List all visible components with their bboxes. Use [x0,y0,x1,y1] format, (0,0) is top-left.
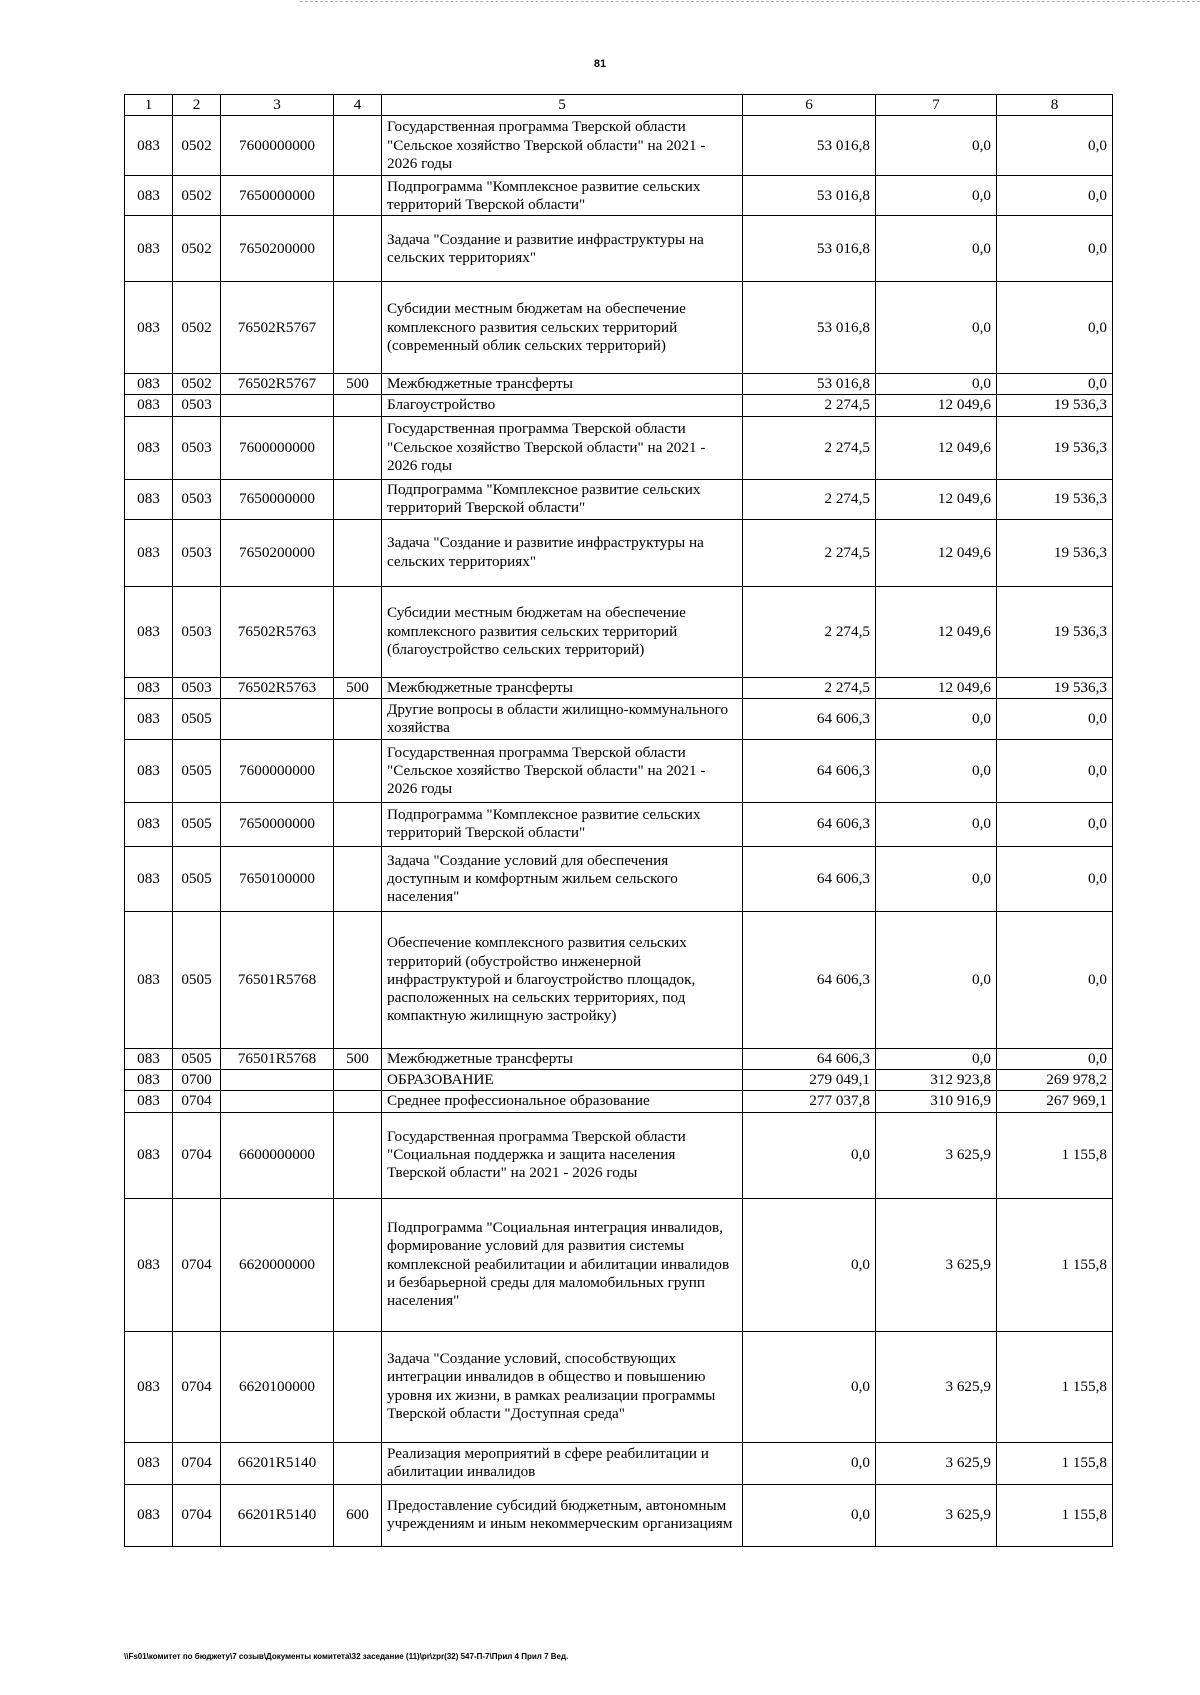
target-article-cell: 76502R5767 [221,374,334,395]
amount-col8-cell: 0,0 [997,739,1113,802]
amount-col7-cell: 0,0 [876,698,997,739]
section-code-cell: 0502 [173,282,221,374]
description-cell: Государственная программа Тверской области "Сельское хозяйство Тверской области" на 2021 - 2026 годы [382,739,743,802]
amount-col7-cell: 0,0 [876,216,997,282]
description-cell: Подпрограмма "Комплексное развитие сельских территорий Тверской области" [382,479,743,519]
page-number: 81 [593,58,607,70]
section-code-cell: 0700 [173,1070,221,1091]
ministry-code-cell: 083 [125,1484,173,1546]
ministry-code-cell: 083 [125,282,173,374]
amount-col8-cell: 1 155,8 [997,1331,1113,1442]
expense-type-cell [334,1091,382,1112]
table-row [125,586,1113,677]
table-row [125,519,1113,586]
table-row [125,1331,1113,1442]
amount-col8-cell: 1 155,8 [997,1198,1113,1331]
description-cell: Обеспечение комплексного развития сельских территорий (обустройство инженерной инфраструктурой и благоустройство площадок, расположенных на сельских территориях, под компактную жилищную застройку) [382,911,743,1048]
amount-col7-cell: 3 625,9 [876,1442,997,1484]
ministry-code-cell: 083 [125,698,173,739]
ministry-code-cell: 083 [125,802,173,846]
table-row [125,911,1113,1048]
ministry-code-cell: 083 [125,116,173,176]
ministry-code-cell: 083 [125,677,173,698]
col-header-4: 4 [334,95,382,116]
amount-col8-cell: 19 536,3 [997,586,1113,677]
description-cell: Государственная программа Тверской области "Сельское хозяйство Тверской области" на 2021 - 2026 годы [382,416,743,479]
amount-col6-cell: 53 016,8 [743,216,876,282]
section-code-cell: 0505 [173,1048,221,1069]
ministry-code-cell: 083 [125,176,173,216]
amount-col7-cell: 0,0 [876,739,997,802]
target-article-cell [221,395,334,416]
amount-col6-cell: 64 606,3 [743,698,876,739]
target-article-cell: 66201R5140 [221,1442,334,1484]
section-code-cell: 0503 [173,416,221,479]
amount-col8-cell: 0,0 [997,698,1113,739]
expense-type-cell [334,479,382,519]
expense-type-cell [334,846,382,911]
amount-col6-cell: 2 274,5 [743,677,876,698]
amount-col7-cell: 0,0 [876,116,997,176]
table-row [125,416,1113,479]
col-header-5: 5 [382,95,743,116]
amount-col8-cell: 0,0 [997,282,1113,374]
table-row [125,677,1113,698]
ministry-code-cell: 083 [125,519,173,586]
amount-col7-cell: 0,0 [876,374,997,395]
amount-col8-cell: 19 536,3 [997,479,1113,519]
description-cell: Предоставление субсидий бюджетным, автономным учреждениям и иным некоммерческим организациям [382,1484,743,1546]
expense-type-cell [334,586,382,677]
table-row [125,1091,1113,1112]
amount-col6-cell: 0,0 [743,1442,876,1484]
expense-type-cell [334,395,382,416]
expense-type-cell [334,176,382,216]
target-article-cell: 7650100000 [221,846,334,911]
amount-col6-cell: 0,0 [743,1198,876,1331]
ministry-code-cell: 083 [125,1112,173,1198]
amount-col7-cell: 12 049,6 [876,416,997,479]
amount-col7-cell: 12 049,6 [876,677,997,698]
section-code-cell: 0505 [173,739,221,802]
amount-col7-cell: 3 625,9 [876,1112,997,1198]
section-code-cell: 0704 [173,1331,221,1442]
amount-col7-cell: 0,0 [876,846,997,911]
amount-col7-cell: 0,0 [876,911,997,1048]
section-code-cell: 0704 [173,1484,221,1546]
amount-col6-cell: 64 606,3 [743,911,876,1048]
amount-col8-cell: 19 536,3 [997,677,1113,698]
ministry-code-cell: 083 [125,216,173,282]
amount-col7-cell: 3 625,9 [876,1331,997,1442]
section-code-cell: 0505 [173,911,221,1048]
description-cell: Государственная программа Тверской области "Социальная поддержка и защита населения Тверской области" на 2021 - 2026 годы [382,1112,743,1198]
description-cell: Государственная программа Тверской области "Сельское хозяйство Тверской области" на 2021 - 2026 годы [382,116,743,176]
ministry-code-cell: 083 [125,739,173,802]
amount-col7-cell: 12 049,6 [876,395,997,416]
table-row [125,395,1113,416]
description-cell: Задача "Создание и развитие инфраструктуры на сельских территориях" [382,519,743,586]
target-article-cell: 66201R5140 [221,1484,334,1546]
amount-col6-cell: 64 606,3 [743,802,876,846]
ministry-code-cell: 083 [125,1331,173,1442]
amount-col6-cell: 53 016,8 [743,282,876,374]
ministry-code-cell: 083 [125,911,173,1048]
target-article-cell: 76502R5763 [221,586,334,677]
expense-type-cell [334,802,382,846]
amount-col7-cell: 3 625,9 [876,1198,997,1331]
target-article-cell: 7650000000 [221,176,334,216]
amount-col8-cell: 0,0 [997,176,1113,216]
amount-col7-cell: 12 049,6 [876,586,997,677]
expense-type-cell [334,282,382,374]
target-article-cell: 7650000000 [221,802,334,846]
expense-type-cell [334,911,382,1048]
amount-col8-cell: 19 536,3 [997,519,1113,586]
description-cell: Подпрограмма "Комплексное развитие сельских территорий Тверской области" [382,802,743,846]
section-code-cell: 0505 [173,802,221,846]
table-row [125,698,1113,739]
amount-col8-cell: 267 969,1 [997,1091,1113,1112]
table-row [125,1048,1113,1069]
target-article-cell [221,1091,334,1112]
table-row [125,1442,1113,1484]
amount-col6-cell: 279 049,1 [743,1070,876,1091]
section-code-cell: 0704 [173,1198,221,1331]
table-row [125,1112,1113,1198]
amount-col6-cell: 64 606,3 [743,739,876,802]
table-row [125,216,1113,282]
expense-type-cell: 600 [334,1484,382,1546]
amount-col8-cell: 0,0 [997,374,1113,395]
section-code-cell: 0503 [173,395,221,416]
amount-col6-cell: 2 274,5 [743,586,876,677]
amount-col8-cell: 0,0 [997,116,1113,176]
amount-col6-cell: 277 037,8 [743,1091,876,1112]
ministry-code-cell: 083 [125,1091,173,1112]
target-article-cell: 7650200000 [221,519,334,586]
expense-type-cell [334,698,382,739]
col-header-2: 2 [173,95,221,116]
description-cell: ОБРАЗОВАНИЕ [382,1070,743,1091]
table-row [125,802,1113,846]
target-article-cell [221,698,334,739]
amount-col6-cell: 53 016,8 [743,116,876,176]
expense-type-cell [334,116,382,176]
section-code-cell: 0503 [173,586,221,677]
table-row [125,282,1113,374]
ministry-code-cell: 083 [125,416,173,479]
table-row [125,116,1113,176]
section-code-cell: 0704 [173,1091,221,1112]
budget-table [124,94,1113,1547]
expense-type-cell [334,1331,382,1442]
description-cell: Среднее профессиональное образование [382,1091,743,1112]
table-row [125,1070,1113,1091]
amount-col7-cell: 312 923,8 [876,1070,997,1091]
expense-type-cell [334,1442,382,1484]
expense-type-cell: 500 [334,677,382,698]
target-article-cell: 6620000000 [221,1198,334,1331]
section-code-cell: 0503 [173,519,221,586]
amount-col8-cell: 0,0 [997,1048,1113,1069]
table-row [125,1484,1113,1546]
amount-col8-cell: 19 536,3 [997,395,1113,416]
amount-col6-cell: 0,0 [743,1331,876,1442]
section-code-cell: 0704 [173,1112,221,1198]
table-row [125,479,1113,519]
amount-col6-cell: 0,0 [743,1484,876,1546]
amount-col7-cell: 310 916,9 [876,1091,997,1112]
expense-type-cell [334,1198,382,1331]
expense-type-cell: 500 [334,1048,382,1069]
target-article-cell [221,1070,334,1091]
target-article-cell: 76502R5763 [221,677,334,698]
expense-type-cell [334,739,382,802]
description-cell: Межбюджетные трансферты [382,1048,743,1069]
description-cell: Благоустройство [382,395,743,416]
section-code-cell: 0503 [173,677,221,698]
amount-col8-cell: 269 978,2 [997,1070,1113,1091]
section-code-cell: 0502 [173,374,221,395]
description-cell: Задача "Создание условий для обеспечения доступным и комфортным жильем сельского населения" [382,846,743,911]
section-code-cell: 0502 [173,116,221,176]
target-article-cell: 6620100000 [221,1331,334,1442]
amount-col6-cell: 53 016,8 [743,374,876,395]
target-article-cell: 76502R5767 [221,282,334,374]
footer-file-path: \\Fs01\комитет по бюджету\7 созыв\Документы комитета\32 заседание (11)\pr\zpr(32) 547-П-7\Прил 4 Прил 7 Вед. [124,1652,569,1661]
table-row [125,374,1113,395]
description-cell: Субсидии местным бюджетам на обеспечение комплексного развития сельских территорий (современный облик сельских территорий) [382,282,743,374]
col-header-3: 3 [221,95,334,116]
amount-col7-cell: 0,0 [876,176,997,216]
ministry-code-cell: 083 [125,846,173,911]
expense-type-cell [334,416,382,479]
amount-col8-cell: 1 155,8 [997,1442,1113,1484]
amount-col8-cell: 1 155,8 [997,1112,1113,1198]
table-row [125,846,1113,911]
col-header-8: 8 [997,95,1113,116]
target-article-cell: 7600000000 [221,416,334,479]
amount-col6-cell: 2 274,5 [743,395,876,416]
target-article-cell: 7600000000 [221,739,334,802]
description-cell: Задача "Создание и развитие инфраструктуры на сельских территориях" [382,216,743,282]
expense-type-cell [334,1112,382,1198]
target-article-cell: 7650200000 [221,216,334,282]
expense-type-cell [334,519,382,586]
amount-col7-cell: 0,0 [876,802,997,846]
expense-type-cell [334,216,382,282]
amount-col6-cell: 0,0 [743,1112,876,1198]
amount-col6-cell: 64 606,3 [743,846,876,911]
table-row [125,176,1113,216]
description-cell: Подпрограмма "Социальная интеграция инвалидов, формирование условий для развития системы комплексной реабилитации и абилитации инвалидов и безбарьерной среды для маломобильных групп населения" [382,1198,743,1331]
section-code-cell: 0502 [173,176,221,216]
description-cell: Субсидии местным бюджетам на обеспечение комплексного развития сельских территорий (благоустройство сельских территорий) [382,586,743,677]
amount-col7-cell: 0,0 [876,282,997,374]
description-cell: Задача "Создание условий, способствующих интеграции инвалидов в общество и повышению уровня их жизни, в рамках реализации программы Тверской области "Доступная среда" [382,1331,743,1442]
amount-col7-cell: 12 049,6 [876,519,997,586]
amount-col8-cell: 0,0 [997,216,1113,282]
amount-col8-cell: 0,0 [997,802,1113,846]
amount-col6-cell: 53 016,8 [743,176,876,216]
target-article-cell: 7650000000 [221,479,334,519]
expense-type-cell: 500 [334,374,382,395]
section-code-cell: 0505 [173,698,221,739]
header-row [125,95,1113,116]
amount-col7-cell: 0,0 [876,1048,997,1069]
ministry-code-cell: 083 [125,1442,173,1484]
table-row [125,1198,1113,1331]
description-cell: Другие вопросы в области жилищно-коммунального хозяйства [382,698,743,739]
section-code-cell: 0704 [173,1442,221,1484]
section-code-cell: 0502 [173,216,221,282]
amount-col6-cell: 2 274,5 [743,416,876,479]
amount-col8-cell: 1 155,8 [997,1484,1113,1546]
section-code-cell: 0503 [173,479,221,519]
section-code-cell: 0505 [173,846,221,911]
amount-col8-cell: 0,0 [997,846,1113,911]
description-cell: Межбюджетные трансферты [382,677,743,698]
amount-col8-cell: 19 536,3 [997,416,1113,479]
ministry-code-cell: 083 [125,479,173,519]
amount-col7-cell: 12 049,6 [876,479,997,519]
col-header-6: 6 [743,95,876,116]
target-article-cell: 76501R5768 [221,1048,334,1069]
target-article-cell: 6600000000 [221,1112,334,1198]
target-article-cell: 76501R5768 [221,911,334,1048]
amount-col7-cell: 3 625,9 [876,1484,997,1546]
ministry-code-cell: 083 [125,1198,173,1331]
ministry-code-cell: 083 [125,374,173,395]
ministry-code-cell: 083 [125,1048,173,1069]
ministry-code-cell: 083 [125,586,173,677]
description-cell: Подпрограмма "Комплексное развитие сельских территорий Тверской области" [382,176,743,216]
ministry-code-cell: 083 [125,1070,173,1091]
description-cell: Межбюджетные трансферты [382,374,743,395]
description-cell: Реализация мероприятий в сфере реабилитации и абилитации инвалидов [382,1442,743,1484]
amount-col6-cell: 64 606,3 [743,1048,876,1069]
amount-col8-cell: 0,0 [997,911,1113,1048]
amount-col6-cell: 2 274,5 [743,479,876,519]
scan-edge-line [300,1,1200,2]
amount-col6-cell: 2 274,5 [743,519,876,586]
col-header-7: 7 [876,95,997,116]
col-header-1: 1 [125,95,173,116]
ministry-code-cell: 083 [125,395,173,416]
target-article-cell: 7600000000 [221,116,334,176]
table-row [125,739,1113,802]
expense-type-cell [334,1070,382,1091]
